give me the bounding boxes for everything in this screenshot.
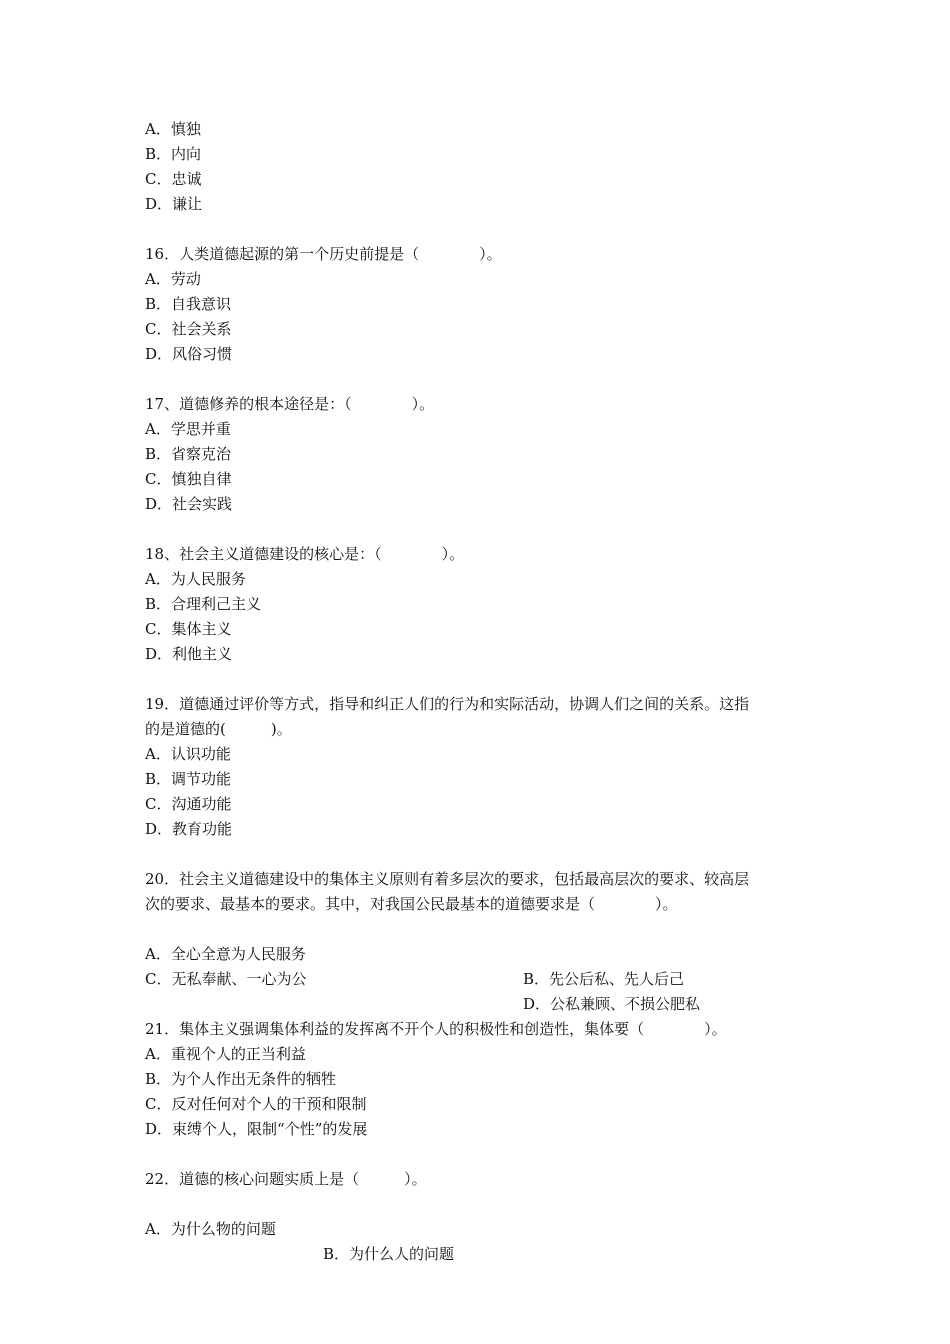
question-22 xyxy=(145,1167,815,1263)
option-b: B．先公后私、先人后己 xyxy=(523,970,685,988)
option-a: A．全心全意为人民服务 xyxy=(145,945,306,963)
question-stem-line-2: 次的要求、最基本的要求。其中，对我国公民最基本的道德要求是（ ）。 xyxy=(145,895,678,913)
option-d: D．束缚个人，限制“个性”的发展 xyxy=(145,1120,368,1138)
option-b: B．调节功能 xyxy=(145,770,232,788)
option-c: C．忠诚 xyxy=(145,170,202,188)
question-stem: 21．集体主义强调集体利益的发挥离不开个人的积极性和创造性，集体要（ ）。 xyxy=(145,1020,727,1038)
question-18 xyxy=(145,542,815,667)
option-d: D．社会实践 xyxy=(145,495,233,513)
question-stem-line-1: 20．社会主义道德建设中的集体主义原则有着多层次的要求，包括最高层次的要求、较高层 xyxy=(145,870,750,888)
option-c: C．社会关系 xyxy=(145,320,232,338)
option-a: A．为人民服务 xyxy=(145,570,246,588)
option-a: A．学思并重 xyxy=(145,420,231,438)
question-stem: 22．道德的核心问题实质上是（ ）。 xyxy=(145,1170,427,1188)
option-d: D．公私兼顾、不损公肥私 xyxy=(523,995,701,1013)
option-c: C．反对任何对个人的干预和限制 xyxy=(145,1095,367,1113)
option-b: B．为个人作出无条件的牺牲 xyxy=(145,1070,337,1088)
question-stem-line-1: 19．道德通过评价等方式，指导和纠正人们的行为和实际活动，协调人们之间的关系。这指 xyxy=(145,695,750,713)
option-a: A．重视个人的正当利益 xyxy=(145,1045,306,1063)
question-21 xyxy=(145,1017,815,1142)
options-row-1 xyxy=(145,1192,815,1263)
question-stem: 17、道德修养的根本途径是：（ ）。 xyxy=(145,395,435,413)
question-20 xyxy=(145,867,815,1013)
option-a: A．劳动 xyxy=(145,270,201,288)
question-19 xyxy=(145,692,815,842)
option-d: D．教育功能 xyxy=(145,820,233,838)
option-b: B．为什么人的问题 xyxy=(323,1245,455,1263)
option-c: C．无私奉献、一心为公 xyxy=(145,970,307,988)
question-17 xyxy=(145,392,815,517)
question-page xyxy=(145,117,815,1263)
question-stem: 16．人类道德起源的第一个历史前提是（ ）。 xyxy=(145,245,502,263)
question-stem: 18、社会主义道德建设的核心是：（ ）。 xyxy=(145,545,465,563)
option-d: D．风俗习惯 xyxy=(145,345,233,363)
option-a: A．慎独 xyxy=(145,120,201,138)
question-stem-line-2: 的是道德的( )。 xyxy=(145,720,292,738)
option-c: C．慎独自律 xyxy=(145,470,232,488)
option-d: D．谦让 xyxy=(145,195,203,213)
option-a: A．为什么物的问题 xyxy=(145,1220,276,1238)
question-16 xyxy=(145,242,815,367)
option-a: A．认识功能 xyxy=(145,745,231,763)
question-15-options xyxy=(145,117,815,217)
option-b: B．省察克治 xyxy=(145,445,232,463)
option-b: B．内向 xyxy=(145,145,202,163)
option-c: C．集体主义 xyxy=(145,620,232,638)
option-c: C．沟通功能 xyxy=(145,795,232,813)
option-b: B．自我意识 xyxy=(145,295,232,313)
option-b: B．合理利己主义 xyxy=(145,595,262,613)
option-d: D．利他主义 xyxy=(145,645,233,663)
